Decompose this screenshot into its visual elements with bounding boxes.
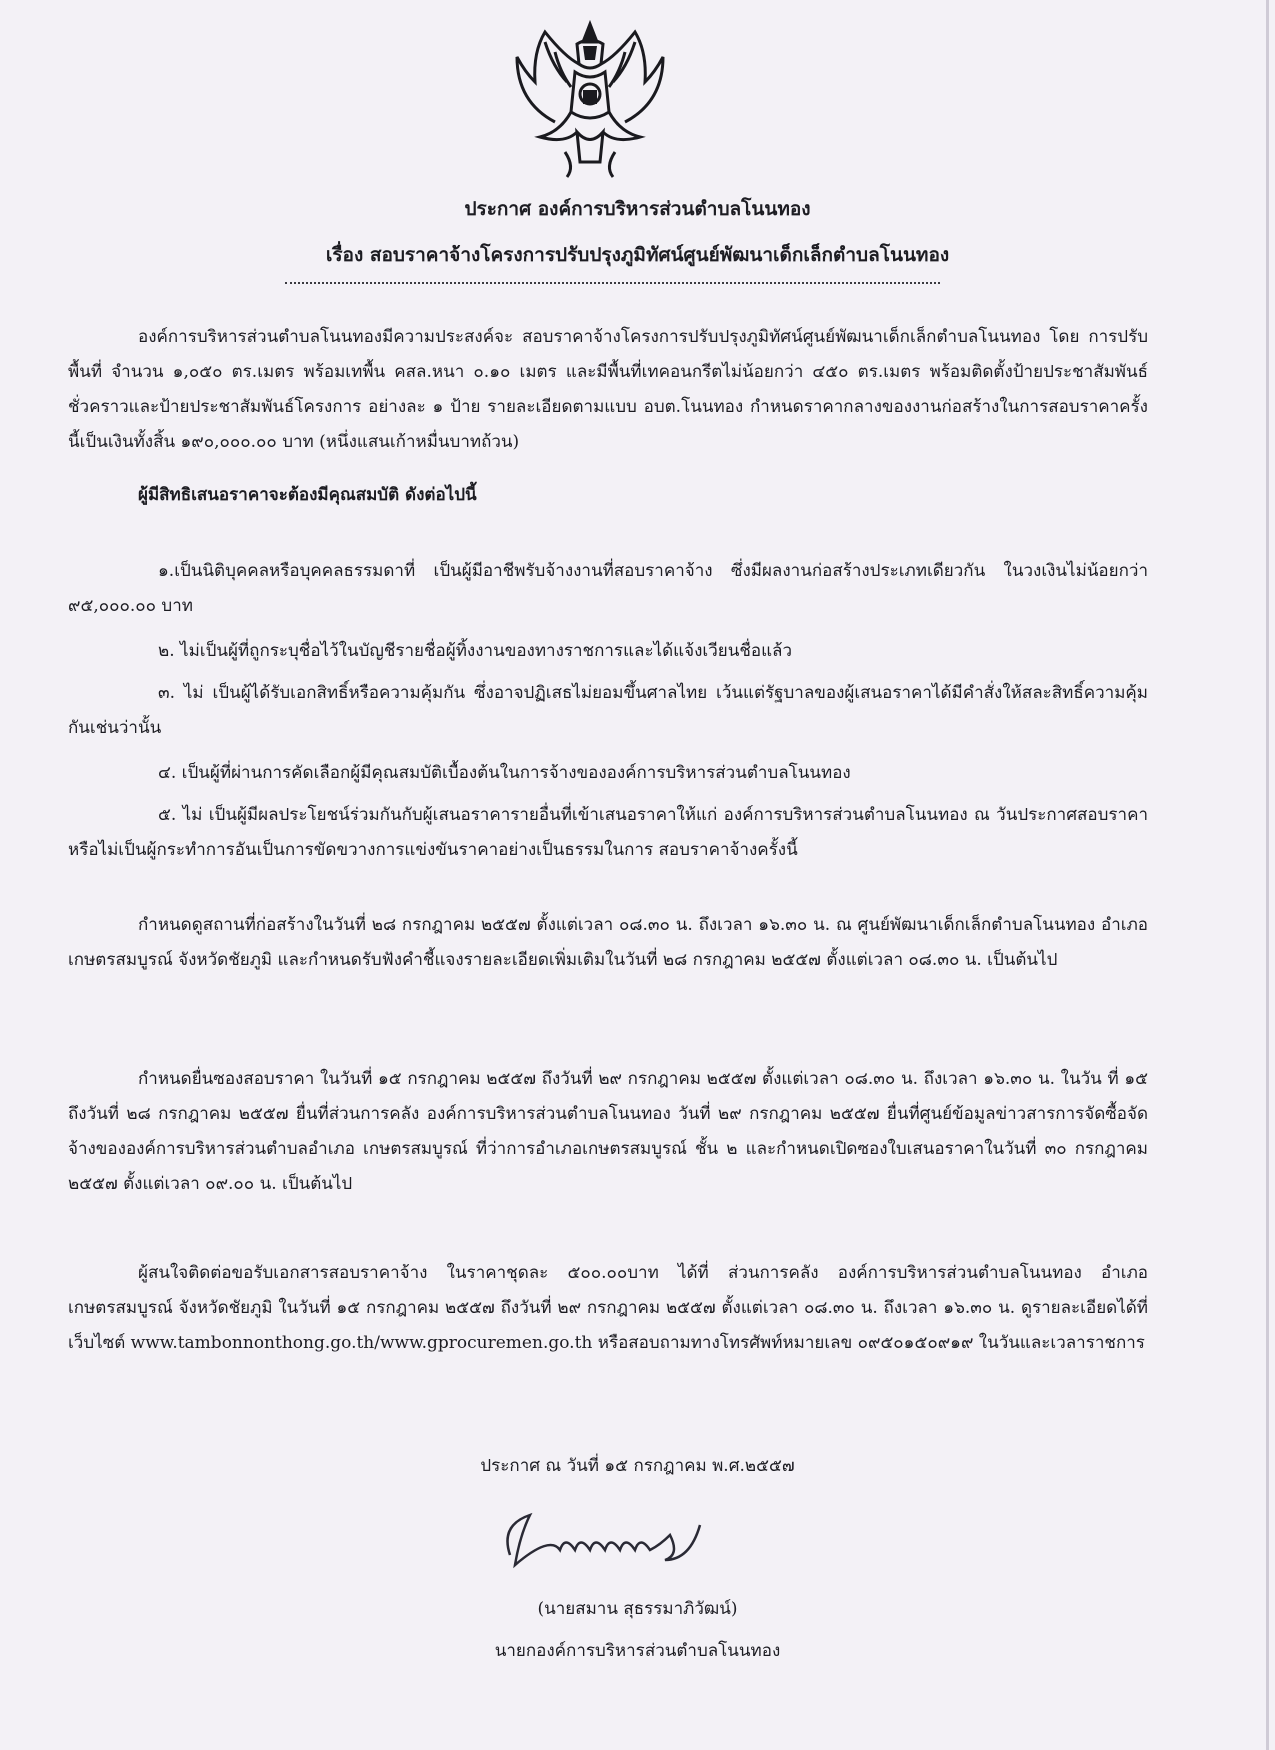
signer-position: นายกองค์การบริหารส่วนตำบลโนนทอง [494, 1641, 781, 1661]
intro-paragraph: องค์การบริหารส่วนตำบลโนนทองมีความประสงค์จะ สอบราคาจ้างโครงการปรับปรุงภูมิทัศน์ศูนย์พัฒนาเด็กเล็กตำบลโนนทอง โดย การปรับพื้นที่ จำนวน ๑,๐๕๐ ตร.เมตร พร้อมเทพื้น คสล.หนา ๐.๑๐ เมตร และมีพื้นที่เทคอนกรีตไม่น้อยกว่า ๔๕๐ ตร.เมตร พร้อมติดตั้งป้ายประชาสัมพันธ์ชั่วคราวและป้ายประชาสัมพันธ์โครงการ อย่างละ ๑ ป้าย รายละเอียดตามแบบ อบต.โนนทอง กำหนดราคากลางของงานก่อสร้างในการสอบราคาครั้งนี้เป็นเงินทั้งสิ้น ๑๙๐,๐๐๐.๐๐ บาท (หนึ่งแสนเก้าหมื่นบาทถ้วน) [68, 327, 1148, 452]
qualification-item: ๔. เป็นผู้ที่ผ่านการคัดเลือกผู้มีคุณสมบัติเบื้องต้นในการจ้างขององค์การบริหารส่วนตำบลโนนทอง [158, 763, 851, 783]
contact-paragraph: ผู้สนใจติดต่อขอรับเอกสารสอบราคาจ้าง ในราคาชุดละ ๕๐๐.๐๐บาท ได้ที่ ส่วนการคลัง องค์การบริหารส่วนตำบลโนนทอง อำเภอเกษตรสมบูรณ์ จังหวัดชัยภูมิ ในวันที่ ๑๕ กรกฎาคม ๒๕๕๗ ถึงวันที่ ๒๙ กรกฎาคม ๒๕๕๗ ตั้งแต่เวลา ๐๘.๓๐ น. ถึงเวลา ๑๖.๓๐ น. ดูรายละเอียดได้ที่เว็บไซต์ www.tambonnonthong.go.th/www.gprocuremen.go.th หรือสอบถามทางโทรศัพท์หมายเลข ๐๙๕๐๑๕๐๙๑๙ ในวันและเวลาราชการ [68, 1263, 1148, 1353]
garuda-emblem-icon [505, 12, 675, 182]
announcement-title: ประกาศ องค์การบริหารส่วนตำบลโนนทอง [464, 198, 811, 220]
dotted-divider [285, 282, 940, 284]
qualifications-heading: ผู้มีสิทธิเสนอราคาจะต้องมีคุณสมบัติ ดังต่อไปนี้ [138, 485, 477, 505]
qualification-item: ๓. ไม่ เป็นผู้ได้รับเอกสิทธิ์หรือความคุ้มกัน ซึ่งอาจปฏิเสธไม่ยอมขึ้นศาลไทย เว้นแต่รัฐบาลของผู้เสนอราคาได้มีคำสั่งให้สละสิทธิ์ความคุ้มกันเช่นว่านั้น [68, 683, 1148, 738]
announcement-subject: เรื่อง สอบราคาจ้างโครงการปรับปรุงภูมิทัศน์ศูนย์พัฒนาเด็กเล็กตำบลโนนทอง [325, 244, 950, 266]
submission-paragraph: กำหนดยื่นซองสอบราคา ในวันที่ ๑๕ กรกฎาคม ๒๕๕๗ ถึงวันที่ ๒๙ กรกฎาคม ๒๕๕๗ ตั้งแต่เวลา ๐๘.๓๐ น. ถึงเวลา ๑๖.๓๐ น. ในวัน ที่ ๑๕ ถึงวันที่ ๒๘ กรกฎาคม ๒๕๕๗ ยื่นที่ส่วนการคลัง องค์การบริหารส่วนตำบลโนนทอง วันที่ ๒๙ กรกฎาคม ๒๕๕๗ ยื่นที่ศูนย์ข้อมูลข่าวสารการจัดซื้อจัดจ้างขององค์การบริหารส่วนตำบลอำเภอ เกษตรสมบูรณ์ ที่ว่าการอำเภอเกษตรสมบูรณ์ ชั้น ๒ และกำหนดเปิดซองใบเสนอราคาในวันที่ ๓๐ กรกฎาคม ๒๕๕๗ ตั้งแต่เวลา ๐๙.๐๐ น. เป็นต้นไป [68, 1069, 1148, 1194]
qualification-item: ๕. ไม่ เป็นผู้มีผลประโยชน์ร่วมกันกับผู้เสนอราคารายอื่นที่เข้าเสนอราคาให้แก่ องค์การบริหารส่วนตำบลโนนทอง ณ วันประกาศสอบราคา หรือไม่เป็นผู้กระทำการอันเป็นการขัดขวางการแข่งขันราคาอย่างเป็นธรรมในการ สอบราคาจ้างครั้งนี้ [68, 805, 1148, 860]
announcement-date: ประกาศ ณ วันที่ ๑๕ กรกฎาคม พ.ศ.๒๕๕๗ [480, 1456, 795, 1476]
signature-icon [490, 1505, 720, 1575]
site-visit-paragraph: กำหนดดูสถานที่ก่อสร้างในวันที่ ๒๘ กรกฎาคม ๒๕๕๗ ตั้งแต่เวลา ๐๘.๓๐ น. ถึงเวลา ๑๖.๓๐ น. ณ ศูนย์พัฒนาเด็กเล็กตำบลโนนทอง อำเภอเกษตรสมบูรณ์ จังหวัดชัยภูมิ และกำหนดรับฟังคำชี้แจงรายละเอียดเพิ่มเติมในวันที่ ๒๘ กรกฎาคม ๒๕๕๗ ตั้งแต่เวลา ๐๘.๓๐ น. เป็นต้นไป [68, 915, 1148, 970]
qualification-item: ๑.เป็นนิติบุคคลหรือบุคคลธรรมดาที่ เป็นผู้มีอาชีพรับจ้างงานที่สอบราคาจ้าง ซึ่งมีผลงานก่อสร้างประเภทเดียวกัน ในวงเงินไม่น้อยกว่า ๙๕,๐๐๐.๐๐ บาท [68, 561, 1148, 616]
qualification-item: ๒. ไม่เป็นผู้ที่ถูกระบุชื่อไว้ในบัญชีรายชื่อผู้ทิ้งงานของทางราชการและได้แจ้งเวียนชื่อแล้ว [158, 641, 792, 661]
signer-name: (นายสมาน สุธรรมาภิวัฒน์) [537, 1599, 738, 1619]
